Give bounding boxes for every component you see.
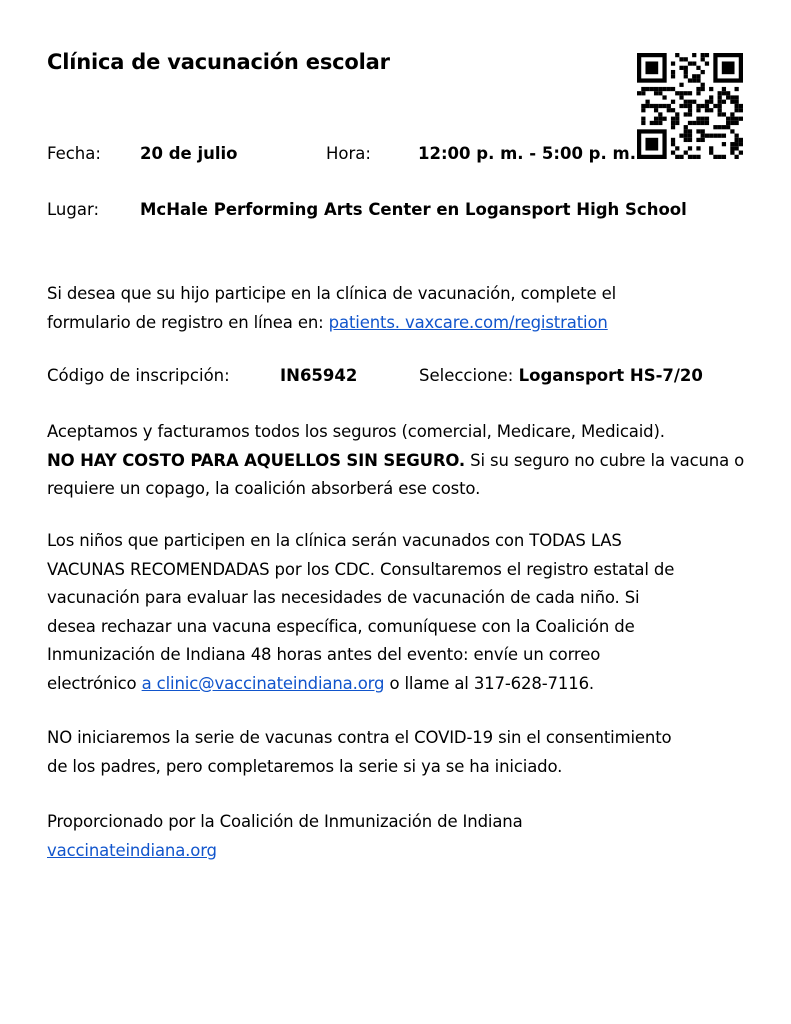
website-link[interactable]: vaccinateindiana.org [47, 840, 217, 860]
insurance-rest: Si su seguro no cubre la vacuna o requiere un copago, la coalición absorberá ese costo. [47, 450, 745, 498]
covid-paragraph [47, 724, 752, 781]
vaccines-line-4: desea rechazar una vacuna específica, comuníquese con la Coalición de [47, 616, 635, 636]
provided-by: Proporcionado por la Coalición de Inmunización de Indiana [47, 812, 523, 831]
select-label: Seleccione: [419, 366, 514, 385]
enrollment-code-value: IN65942 [280, 366, 358, 385]
registration-link[interactable]: patients. vaxcare.com/registration [328, 312, 608, 332]
intro-text-2: formulario de registro en línea en: [47, 312, 329, 332]
select-value: Logansport HS-7/20 [518, 366, 703, 385]
time-label: Hora: [326, 144, 371, 163]
vaccines-line-6-start: electrónico [47, 673, 142, 693]
place-value: McHale Performing Arts Center en Logansport High School [140, 200, 687, 219]
enrollment-code-label: Código de inscripción: [47, 366, 230, 385]
covid-line-1: NO iniciaremos la serie de vacunas contra el COVID-19 sin el consentimiento [47, 728, 672, 747]
insurance-line-1: Aceptamos y facturamos todos los seguros (comercial, Medicare, Medicaid). [47, 422, 665, 441]
clinic-email-link[interactable]: a clinic@vaccinateindiana.org [141, 673, 385, 693]
time-value: 12:00 p. m. - 5:00 p. m. [418, 144, 636, 163]
select-row [419, 366, 703, 385]
place-label: Lugar: [47, 200, 99, 219]
footer-paragraph [47, 808, 752, 865]
vaccines-line-1: Los niños que participen en la clínica serán vacunados con TODAS LAS [47, 531, 622, 550]
vaccines-line-6-end: o llame al 317-628-7116. [384, 673, 595, 693]
intro-text-1: Si desea que su hijo participe en la clínica de vacunación, complete el [47, 284, 617, 303]
page-title: Clínica de vacunación escolar [47, 50, 390, 74]
no-cost-notice: NO HAY COSTO PARA AQUELLOS SIN SEGURO. [47, 450, 466, 470]
vaccines-line-5: Inmunización de Indiana 48 horas antes del evento: envíe un correo [47, 645, 601, 664]
vaccines-paragraph [47, 527, 752, 698]
covid-line-2: de los padres, pero completaremos la serie si ya se ha iniciado. [47, 756, 563, 776]
insurance-paragraph [47, 418, 752, 504]
registration-paragraph [47, 280, 752, 337]
qr-code-icon [637, 53, 743, 159]
date-label: Fecha: [47, 144, 101, 163]
date-value: 20 de julio [140, 144, 238, 163]
vaccines-line-2: VACUNAS RECOMENDADAS por los CDC. Consultaremos el registro estatal de [47, 559, 675, 579]
vaccines-line-3: vacunación para evaluar las necesidades de vacunación de cada niño. Si [47, 588, 640, 607]
